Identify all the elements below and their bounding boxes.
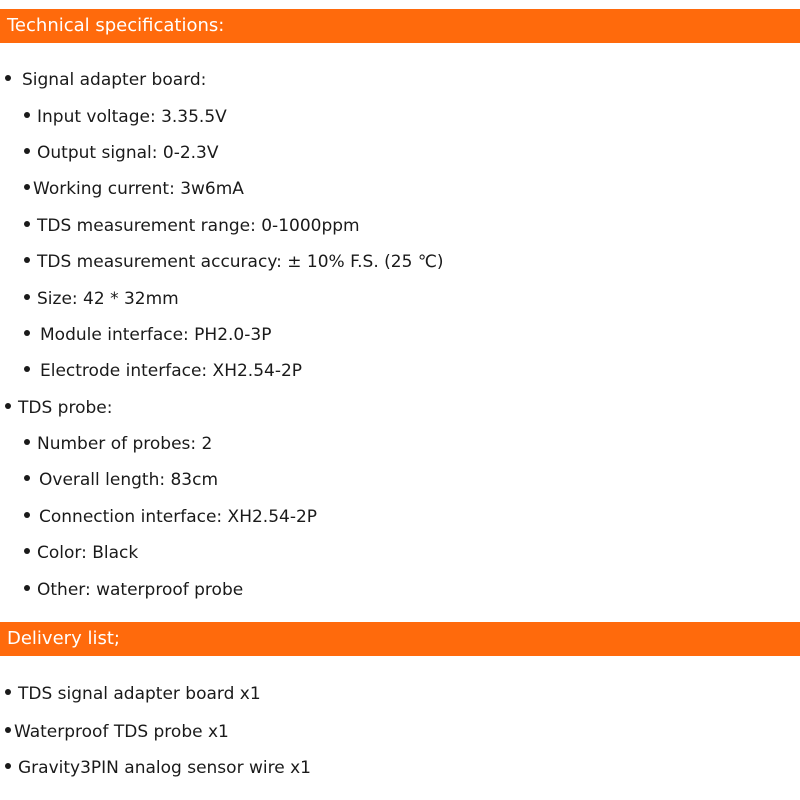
bullet-icon: [24, 439, 30, 445]
bullet-icon: [24, 330, 30, 336]
list-item: Other: waterproof probe: [24, 572, 243, 608]
list-item: Electrode interface: XH2.54-2P: [24, 353, 302, 389]
list-item: Number of probes: 2: [24, 426, 212, 462]
bullet-icon: [24, 512, 30, 518]
bullet-icon: [24, 585, 30, 591]
bullet-icon: [5, 763, 11, 769]
technical-specifications-title: Technical specifications:: [7, 15, 225, 36]
list-item: Size: 42 * 32mm: [24, 281, 179, 317]
bullet-icon: [5, 689, 11, 695]
list-item: Module interface: PH2.0-3P: [24, 317, 271, 353]
list-item: TDS measurement accuracy: ± 10% F.S. (25 ℃): [24, 244, 444, 280]
list-item: TDS measurement range: 0-1000ppm: [24, 208, 360, 244]
bullet-icon: [24, 475, 30, 481]
bullet-icon: [24, 366, 30, 372]
bullet-icon: [24, 184, 30, 190]
bullet-icon: [5, 727, 11, 733]
bullet-icon: [24, 148, 30, 154]
list-item: Working current: 3w6mA: [24, 171, 244, 207]
delivery-item: TDS signal adapter board x1: [5, 676, 261, 712]
bullet-icon: [24, 221, 30, 227]
bullet-icon: [24, 294, 30, 300]
list-item: Output signal: 0-2.3V: [24, 135, 219, 171]
list-item: Input voltage: 3.35.5V: [24, 99, 227, 135]
delivery-item: Waterproof TDS probe x1: [5, 714, 229, 750]
signal-adapter-heading: Signal adapter board:: [5, 62, 206, 98]
delivery-list-header: [0, 622, 800, 656]
list-item: Color: Black: [24, 535, 138, 571]
delivery-list-title: Delivery list;: [7, 628, 120, 649]
delivery-item: Gravity3PIN analog sensor wire x1: [5, 750, 311, 786]
bullet-icon: [5, 403, 11, 409]
bullet-icon: [24, 257, 30, 263]
bullet-icon: [5, 75, 11, 81]
bullet-icon: [24, 112, 30, 118]
list-item: Overall length: 83cm: [24, 462, 218, 498]
list-item: Connection interface: XH2.54-2P: [24, 499, 317, 535]
tds-probe-heading: TDS probe:: [5, 390, 112, 426]
bullet-icon: [24, 548, 30, 554]
technical-specifications-header: [0, 9, 800, 43]
